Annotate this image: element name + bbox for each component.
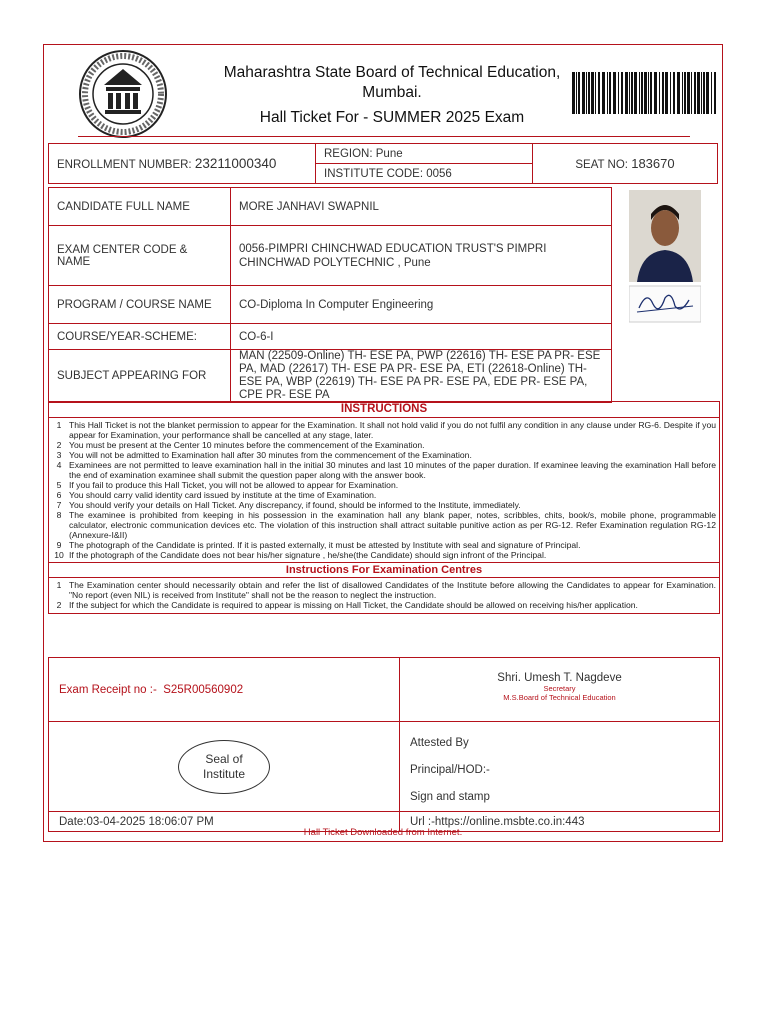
signatory-cell (400, 658, 720, 722)
instruction-item (49, 450, 719, 460)
instruction-text: You should carry valid identity card issued by institute at the time of Examination. (69, 490, 377, 500)
instruction-number: 5 (56, 480, 62, 490)
instruction-item (49, 490, 719, 500)
date-cell: Date:03-04-2025 18:06:07 PM (49, 812, 400, 832)
instruction-text: This Hall Ticket is not the blanket permission to appear for the Examination. It shall not hold valid if you do not fulfil any condition in any clause under RG-6. Despite if you appear for Examination, your performance shall be cancelled at any stage, later. (69, 420, 716, 440)
attested-by: Attested By (410, 737, 469, 749)
instruction-item (49, 510, 719, 540)
course-year-value: CO-6-I (231, 324, 612, 350)
exam-center-value: 0056-PIMPRI CHINCHWAD EDUCATION TRUST'S PIMPRI CHINCHWAD POLYTECHNIC , Pune (231, 226, 612, 286)
signatory-name: Shri. Umesh T. Nagdeve (497, 672, 622, 684)
exam-center-label: EXAM CENTER CODE & NAME (49, 226, 231, 286)
instruction-item (49, 480, 719, 490)
seal-line-1: Seal of (205, 751, 243, 766)
instruction-text: The examinee is prohibited from keeping in his possession in the examination hall any blank paper, notes, scribbles, chits, book/s, mobile phone, programmable calculator, electronic communication devices etc. The violation of this instruction shall attract suitable punitive action as per RG-12. Refer Examination regulation RG-12 (Annexure-I&II) (69, 510, 716, 540)
url-cell: Url :-https://online.msbte.co.in:443 (400, 812, 720, 832)
instruction-text: If the subject for which the Candidate is required to appear is missing on Hall Ticket, the Candidate should be allowed on receiving his/her application. (69, 600, 638, 610)
instruction-number: 2 (56, 440, 62, 450)
instruction-text: If the photograph of the Candidate does not bear his/her signature , he/she(the Candidate) should sign infront of the Principal. (69, 550, 547, 560)
seal-of-institute (178, 740, 270, 794)
candidate-name-label: CANDIDATE FULL NAME (49, 188, 231, 226)
header-divider (78, 136, 690, 137)
sign-and-stamp: Sign and stamp (410, 791, 490, 803)
instruction-number: 4 (56, 460, 62, 470)
instruction-item (49, 420, 719, 440)
candidate-photo (629, 190, 701, 324)
institute-code-cell: INSTITUTE CODE: 0056 (316, 164, 533, 184)
signatory-org: M.S.Board of Technical Education (503, 693, 616, 702)
receipt-number: S25R00560902 (163, 683, 244, 696)
region-cell: REGION: Pune (316, 144, 533, 164)
instruction-item (49, 460, 719, 480)
instruction-text: You will not be admitted to Examination hall after 30 minutes from the commencement of the Examination. (69, 450, 472, 460)
download-note: Hall Ticket Downloaded from Internet. (303, 827, 463, 838)
enrollment-label: ENROLLMENT NUMBER: (57, 159, 192, 171)
instruction-item (49, 600, 719, 610)
signatory-title: Secretary (543, 684, 576, 693)
hall-ticket (43, 44, 723, 842)
instruction-number: 9 (56, 540, 62, 550)
candidate-table (48, 187, 612, 403)
enrollment-cell (49, 144, 316, 184)
instruction-text: If you fail to produce this Hall Ticket, you will not be allowed to appear for Examination. (69, 480, 399, 490)
instruction-number: 7 (56, 500, 62, 510)
instructions-heading: INSTRUCTIONS (49, 402, 719, 418)
enrollment-number: 23211000340 (194, 156, 277, 171)
instruction-text: The Examination center should necessarily obtain and refer the list of disallowed Candidates of the Institute before allowing the Candidates to appear for Examination. "No report (even NIL) is received from Institute" shall not be the reason to neglect the instruction. (69, 580, 716, 600)
seat-label: SEAT NO: (575, 159, 629, 171)
instruction-number: 3 (56, 450, 62, 460)
instruction-item (49, 580, 719, 600)
instruction-text: Examinees are not permitted to leave examination hall in the initial 30 minutes and last 10 minutes of the paper duration. If examinee leaving the examination Hall before the end of examination examinee shall submit the question paper along with the answer book. (69, 460, 716, 480)
centre-instructions-heading: Instructions For Examination Centres (49, 562, 719, 578)
centre-instructions-list (49, 578, 719, 613)
title-line-2: Mumbai. (362, 84, 422, 101)
subject-label: SUBJECT APPEARING FOR (49, 350, 231, 403)
instruction-number: 8 (56, 510, 62, 520)
title-line-1: Maharashtra State Board of Technical Education, (223, 64, 561, 81)
board-title (192, 63, 592, 128)
attestation-cell (400, 722, 720, 812)
enrollment-table (48, 143, 718, 184)
instructions-section (48, 401, 720, 614)
title-line-3: Hall Ticket For - SUMMER 2025 Exam (259, 109, 525, 126)
instruction-number: 10 (54, 550, 64, 560)
instruction-item (49, 550, 719, 560)
program-label: PROGRAM / COURSE NAME (49, 286, 231, 324)
instruction-item (49, 440, 719, 450)
instruction-number: 1 (56, 420, 62, 430)
subject-value: MAN (22509-Online) TH- ESE PA, PWP (22616) TH- ESE PA PR- ESE PA, MAD (22617) TH- ESE PA PR- ESE PA, ETI (22618-Online) TH- ESE PA, WBP (22619) TH- ESE PA PR- ESE PA, EDE PR- ESE PA, CPE PR- ESE PA (231, 350, 612, 403)
receipt-cell (49, 658, 400, 722)
seat-number: 183670 (631, 156, 675, 171)
instruction-number: 6 (56, 490, 62, 500)
candidate-name-value: MORE JANHAVI SWAPNIL (231, 188, 612, 226)
instruction-number: 1 (56, 580, 62, 590)
seat-cell (533, 144, 718, 184)
receipt-label: Exam Receipt no :- (59, 683, 157, 696)
instruction-item (49, 500, 719, 510)
program-value: CO-Diploma In Computer Engineering (231, 286, 612, 324)
msbte-logo-icon (78, 49, 168, 139)
instruction-item (49, 540, 719, 550)
instructions-list (49, 418, 719, 560)
course-year-label: COURSE/YEAR-SCHEME: (49, 324, 231, 350)
seal-cell (49, 722, 400, 812)
seal-line-2: Institute (202, 766, 246, 781)
instruction-text: You must be present at the Center 10 minutes before the commencement of the Examination. (69, 440, 425, 450)
instruction-text: The photograph of the Candidate is printed. If it is pasted externally, it must be attested by Institute with seal and signature of Principal. (69, 540, 581, 550)
barcode-icon (572, 72, 716, 114)
instruction-number: 2 (56, 600, 62, 610)
principal-hod: Principal/HOD:- (410, 764, 490, 776)
instruction-text: You should verify your details on Hall Ticket. Any discrepancy, if found, should be informed to the Institute, immediately. (69, 500, 521, 510)
header (44, 45, 722, 141)
footer-table (48, 657, 720, 832)
